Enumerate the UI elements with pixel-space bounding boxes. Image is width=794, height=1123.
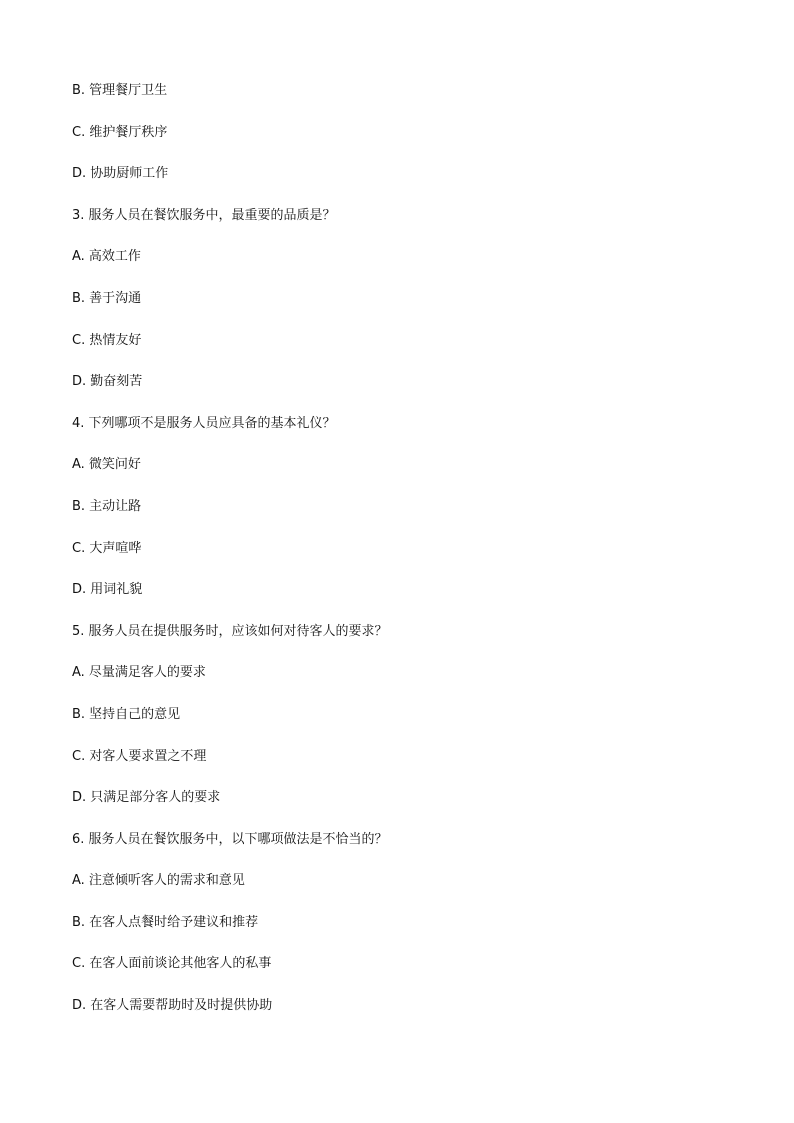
option-c-line: C. 在客人面前谈论其他客人的私事 <box>72 956 272 972</box>
option-b-line: B. 管理餐厅卫生 <box>72 83 168 98</box>
question-list <box>72 81 732 1038</box>
option-a-line: A. 高效工作 <box>72 249 141 265</box>
option-c-line: C. 对客人要求置之不理 <box>72 748 207 764</box>
question-5: 5. 服务人员在提供服务时，应该如何对待客人的要求？ <box>72 623 388 639</box>
option-b-line: B. 在客人点餐时给予建议和推荐 <box>72 914 259 930</box>
option-b-line: B. 坚持自己的意见 <box>72 706 181 722</box>
question-6: 6. 服务人员在餐饮服务中，以下哪项做法是不恰当的？ <box>72 831 388 847</box>
option-d-line: D. 用词礼貌 <box>72 582 143 598</box>
option-d-line: D. 在客人需要帮助时及时提供协助 <box>72 998 273 1014</box>
option-d-line: D. 只满足部分客人的要求 <box>72 790 221 806</box>
option-d-line: D. 勤奋刻苦 <box>72 374 143 390</box>
option-c-line: C. 大声喧哗 <box>72 540 142 556</box>
question-4: 4. 下列哪项不是服务人员应具备的基本礼仪？ <box>72 415 336 431</box>
option-a-line: A. 微笑问好 <box>72 457 141 473</box>
option-d-line: D. 协助厨师工作 <box>72 166 169 182</box>
option-a-line: A. 尽量满足客人的要求 <box>72 665 206 681</box>
option-a-line: A. 注意倾听客人的需求和意见 <box>72 873 245 889</box>
option-c-line: C. 维护餐厅秩序 <box>72 124 168 140</box>
question-3: 3. 服务人员在餐饮服务中，最重要的品质是？ <box>72 207 336 223</box>
option-c-line: C. 热情友好 <box>72 332 142 348</box>
option-b-line: B. 主动让路 <box>72 498 142 514</box>
option-b-line: B. 善于沟通 <box>72 290 142 306</box>
